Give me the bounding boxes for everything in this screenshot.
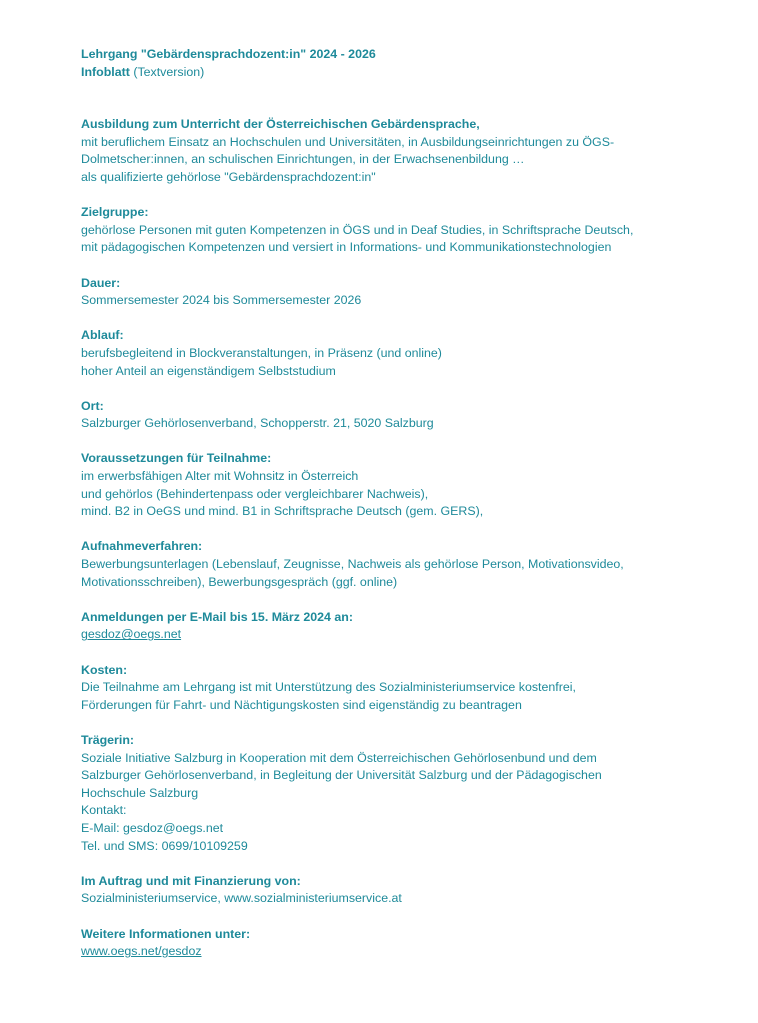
contact-label: Kontakt: (81, 803, 127, 818)
contact-phone: Tel. und SMS: 0699/10109259 (81, 838, 248, 853)
zielgruppe-line: gehörlose Personen mit guten Kompetenzen in ÖGS und in Deaf Studies, in Schriftsprache Deutsch, (81, 222, 634, 237)
spacer (81, 81, 741, 116)
section-intro (81, 116, 741, 186)
auftrag-line: Sozialministeriumservice, www.sozialministeriumservice.at (81, 891, 402, 906)
spacer (81, 380, 741, 398)
spacer (81, 257, 741, 275)
info-sheet (81, 46, 741, 961)
spacer (81, 908, 741, 926)
section-traegerin (81, 732, 741, 855)
ort-heading: Ort: (81, 398, 104, 413)
spacer (81, 644, 741, 662)
document-subtitle (81, 64, 741, 82)
section-kosten (81, 662, 741, 715)
intro-line: mit beruflichem Einsatz an Hochschulen und Universitäten, in Ausbildungseinrichtungen zu ÖGS- (81, 134, 615, 149)
ort-line: Salzburger Gehörlosenverband, Schopperstr. 21, 5020 Salzburg (81, 416, 434, 431)
registration-email-link[interactable]: gesdoz@oegs.net (81, 627, 182, 642)
kosten-line: Die Teilnahme am Lehrgang ist mit Unterstützung des Sozialministeriumservice kostenfrei, (81, 680, 576, 695)
section-ort (81, 398, 741, 433)
auftrag-heading: Im Auftrag und mit Finanzierung von: (81, 873, 301, 888)
kosten-heading: Kosten: (81, 662, 128, 677)
anmeldung-heading: Anmeldungen per E-Mail bis 15. März 2024 an: (81, 609, 353, 624)
zielgruppe-line: mit pädagogischen Kompetenzen und versiert in Informations- und Kommunikationstechnologien (81, 240, 612, 255)
kosten-line: Förderungen für Fahrt- und Nächtigungskosten sind eigenständig zu beantragen (81, 697, 522, 712)
ablauf-line: hoher Anteil an eigenständigem Selbststudium (81, 363, 336, 378)
dauer-line: Sommersemester 2024 bis Sommersemester 2026 (81, 293, 362, 308)
section-weitere-informationen (81, 926, 741, 961)
section-zielgruppe (81, 204, 741, 257)
dauer-heading: Dauer: (81, 275, 121, 290)
traegerin-line: Salzburger Gehörlosenverband, in Begleitung der Universität Salzburg und der Pädagogischen (81, 768, 602, 783)
spacer (81, 591, 741, 609)
ablauf-line: berufsbegleitend in Blockveranstaltungen, in Präsenz (und online) (81, 345, 442, 360)
intro-heading: Ausbildung zum Unterricht der Österreichischen Gebärdensprache, (81, 117, 480, 132)
spacer (81, 714, 741, 732)
traegerin-heading: Trägerin: (81, 732, 135, 747)
weitere-line (81, 943, 741, 961)
traegerin-line: Hochschule Salzburg (81, 785, 199, 800)
zielgruppe-heading: Zielgruppe: (81, 205, 149, 220)
section-aufnahmeverfahren (81, 538, 741, 591)
voraussetzungen-line: und gehörlos (Behindertenpass oder vergleichbarer Nachweis), (81, 486, 429, 501)
aufnahme-line: Motivationsschreiben), Bewerbungsgespräch (ggf. online) (81, 574, 398, 589)
spacer (81, 187, 741, 205)
weitere-heading: Weitere Informationen unter: (81, 926, 251, 941)
voraussetzungen-line: mind. B2 in OeGS und mind. B1 in Schriftsprache Deutsch (gem. GERS), (81, 504, 484, 519)
aufnahme-line: Bewerbungsunterlagen (Lebenslauf, Zeugnisse, Nachweis als gehörlose Person, Motivationsvideo, (81, 557, 624, 572)
section-dauer (81, 275, 741, 310)
section-auftrag (81, 873, 741, 908)
voraussetzungen-heading: Voraussetzungen für Teilnahme: (81, 451, 272, 466)
intro-line: als qualifizierte gehörlose "Gebärdensprachdozent:in" (81, 169, 376, 184)
spacer (81, 310, 741, 328)
voraussetzungen-line: im erwerbsfähigen Alter mit Wohnsitz in Österreich (81, 469, 359, 484)
subtitle-bold: Infoblatt (81, 64, 130, 79)
ablauf-heading: Ablauf: (81, 328, 124, 343)
section-ablauf (81, 327, 741, 380)
contact-email: E-Mail: gesdoz@oegs.net (81, 820, 224, 835)
spacer (81, 521, 741, 539)
info-website-link[interactable]: www.oegs.net/gesdoz (81, 944, 202, 959)
subtitle-rest: (Textversion) (129, 64, 205, 79)
section-anmeldung (81, 609, 741, 644)
intro-line: Dolmetscher:innen, an schulischen Einrichtungen, in der Erwachsenenbildung … (81, 152, 525, 167)
aufnahme-heading: Aufnahmeverfahren: (81, 539, 203, 554)
anmeldung-line (81, 626, 741, 644)
section-voraussetzungen (81, 450, 741, 520)
spacer (81, 855, 741, 873)
document-title: Lehrgang "Gebärdensprachdozent:in" 2024 - 2026 (81, 47, 376, 61)
traegerin-line: Soziale Initiative Salzburg in Kooperation mit dem Österreichischen Gehörlosenbund und dem (81, 750, 597, 765)
spacer (81, 433, 741, 451)
